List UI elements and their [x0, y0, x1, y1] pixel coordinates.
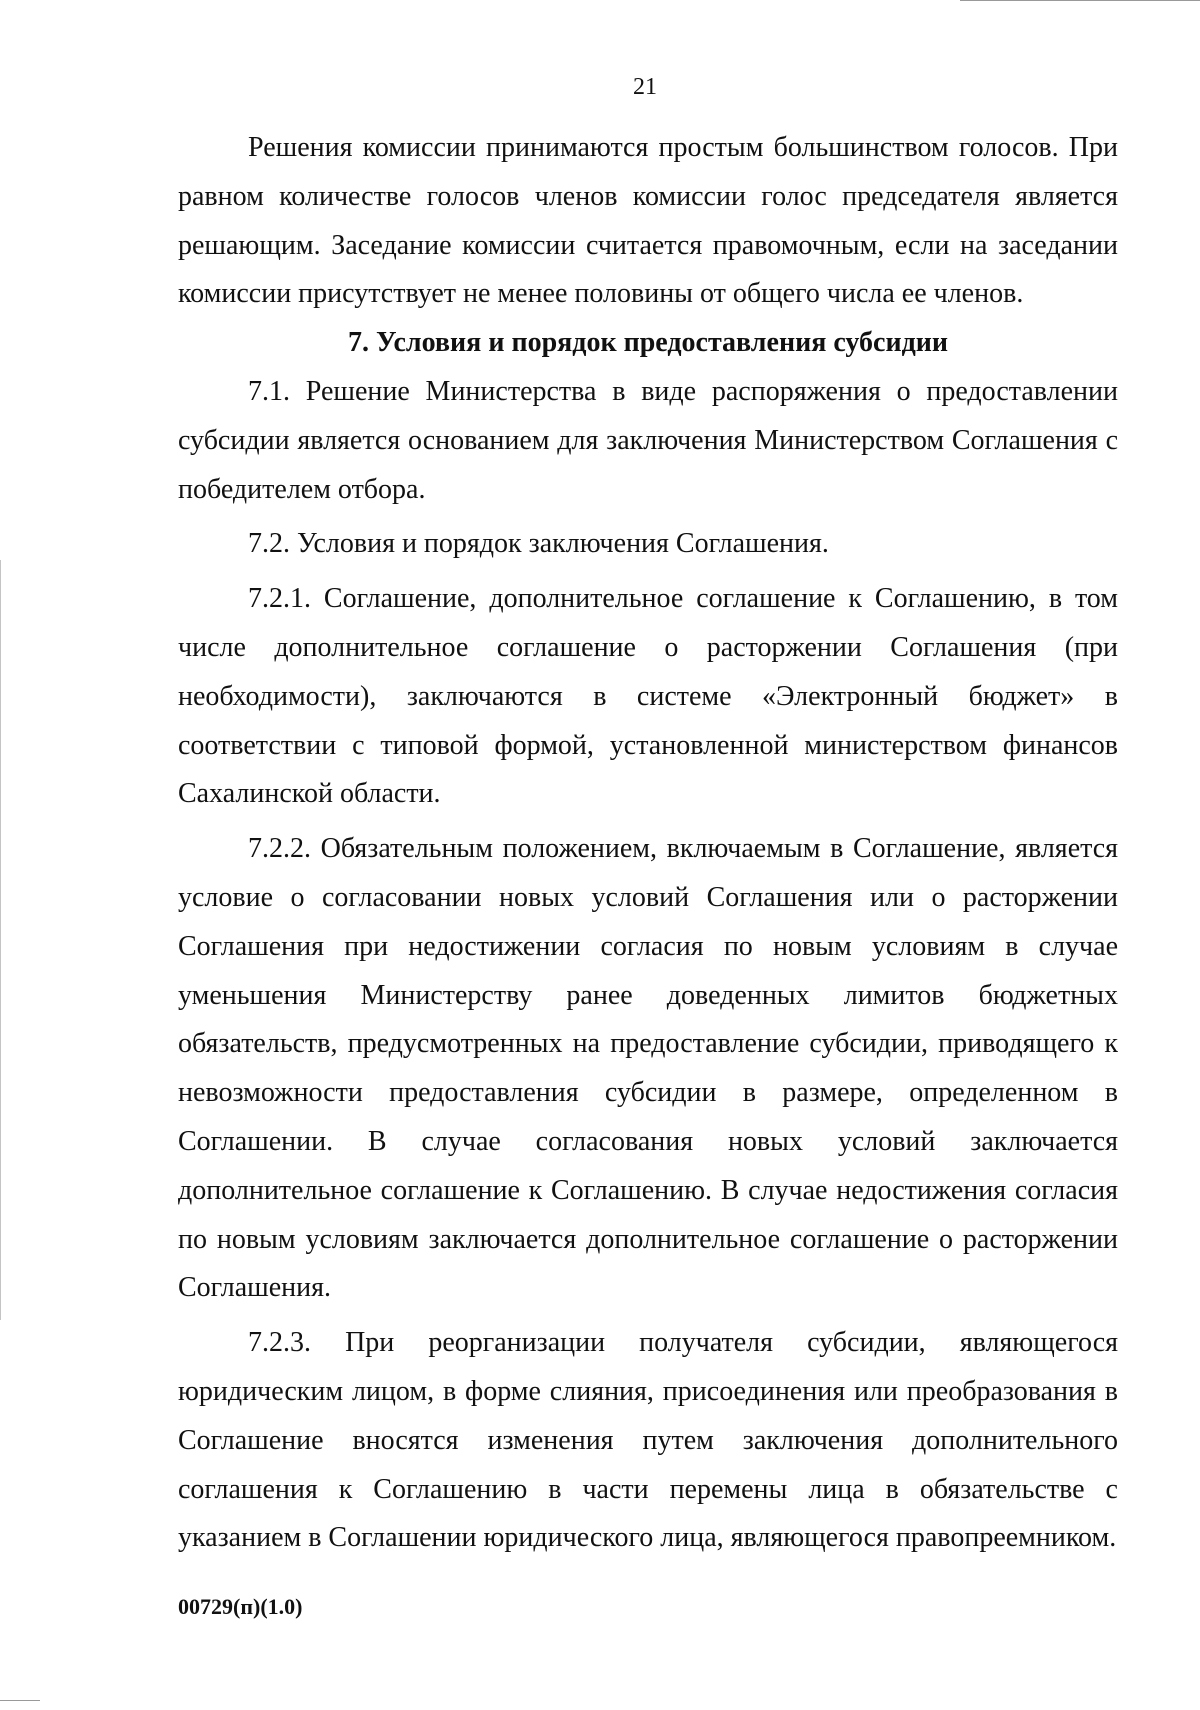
paragraph-7-2-1: 7.2.1. Соглашение, дополнительное соглашение к Соглашению, в том числе дополнительное соглашение о расторжении Соглашения (при необходимости), заключаются в системе «Электронный бюджет» в соответствии с типовой формой, установленной министерством финансов Сахалинской области.: [178, 583, 1118, 810]
scan-artifact-bottom: [0, 1700, 40, 1701]
paragraph-7-1: 7.1. Решение Министерства в виде распоряжения о предоставлении субсидии является основанием для заключения Министерством Соглашения с победителем отбора.: [178, 375, 1118, 505]
paragraph-7-2: 7.2. Условия и порядок заключения Соглашения.: [248, 528, 829, 560]
scan-artifact-left: [0, 560, 1, 1320]
document-body: [178, 124, 1118, 1563]
paragraph-7-2-3: 7.2.3. При реорганизации получателя субсидии, являющегося юридическим лицом, в форме слияния, присоединения или преобразования в Соглашение вносятся изменения путем заключения дополнительного соглашения к Соглашению в части перемены лица в обязательстве с указанием в Соглашении юридического лица, являющегося правопреемником.: [178, 1327, 1118, 1554]
section-heading: 7. Условия и порядок предоставления субсидии: [347, 327, 949, 359]
paragraph-commission-decisions: Решения комиссии принимаются простым большинством голосов. При равном количестве голосов членов комиссии голос председателя является решающим. Заседание комиссии считается правомочным, если на заседании комиссии присутствует не менее половины от общего числа ее членов.: [178, 132, 1118, 310]
document-code: 00729(п)(1.0): [178, 1594, 303, 1619]
scan-artifact-top: [960, 0, 1200, 1]
paragraph-7-2-2: 7.2.2. Обязательным положением, включаемым в Соглашение, является условие о согласовании новых условий Соглашения или о расторжении Соглашения при недостижении согласия по новым условиям в случае уменьшения Министерству ранее доведенных лимитов бюджетных обязательств, предусмотренных на предоставление субсидии, приводящего к невозможности предоставления субсидии в размере, определенном в Соглашении. В случае согласования новых условий заключается дополнительное соглашение к Соглашению. В случае недостижения согласия по новым условиям заключается дополнительное соглашение о расторжении Соглашения.: [178, 833, 1118, 1304]
page-number: 21: [633, 74, 657, 100]
